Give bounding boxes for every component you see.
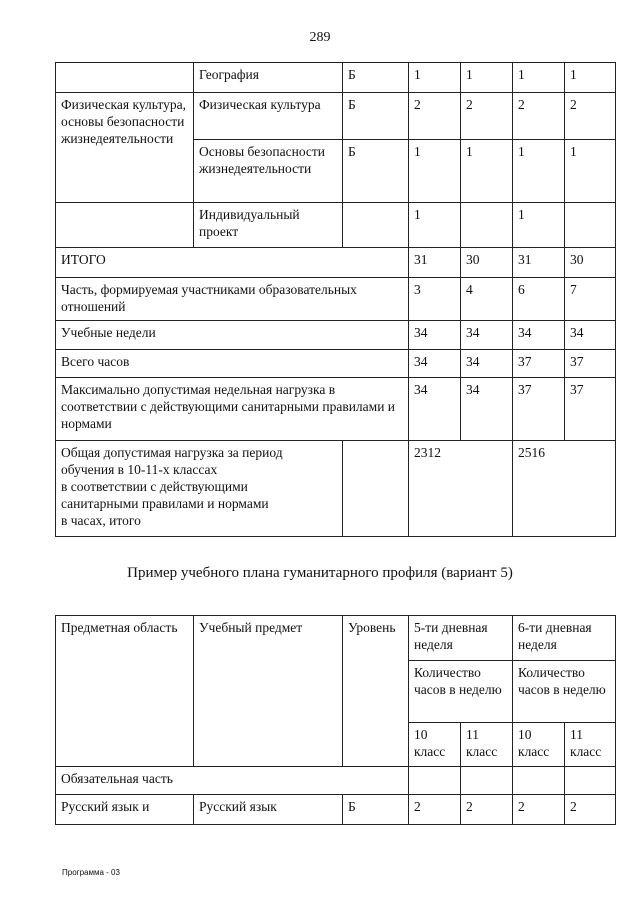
value-cell: 2	[513, 795, 565, 825]
value-cell: 2	[565, 795, 616, 825]
subject-cell: Физическая культура	[194, 93, 343, 140]
value-cell: 31	[409, 248, 461, 278]
value-cell	[409, 767, 461, 795]
value-cell: 2	[461, 795, 513, 825]
value-cell: 34	[513, 321, 565, 350]
curriculum-table-top	[55, 62, 616, 537]
table-row	[56, 350, 616, 378]
value-cell: 34	[565, 321, 616, 350]
table-row	[56, 378, 616, 441]
area-cell	[56, 203, 194, 248]
value-cell: 37	[513, 378, 565, 441]
value-cell	[461, 203, 513, 248]
table-row	[56, 321, 616, 350]
level-cell	[343, 203, 409, 248]
value-cell: 37	[513, 350, 565, 378]
level-cell: Б	[343, 140, 409, 203]
period-load-label	[56, 441, 343, 537]
level-cell: Б	[343, 795, 409, 825]
header-hours-per-week: Количество часов в неделю	[513, 661, 616, 723]
value-cell	[513, 767, 565, 795]
weeks-label: Учебные недели	[56, 321, 409, 350]
period-load-line: в соответствии с действующими	[61, 479, 248, 494]
level-cell: Б	[343, 93, 409, 140]
header-grade-11: 11 класс	[461, 723, 513, 767]
value-cell	[461, 767, 513, 795]
value-cell: 1	[513, 203, 565, 248]
table-row	[56, 278, 616, 321]
hours-label: Всего часов	[56, 350, 409, 378]
table-row	[56, 248, 616, 278]
total-label: ИТОГО	[56, 248, 409, 278]
value-cell: 1	[409, 140, 461, 203]
value-cell: 34	[461, 378, 513, 441]
area-cell: Физическая культура, основы безопасности жизнедеятельности	[56, 93, 194, 203]
value-cell: 2	[409, 93, 461, 140]
header-level: Уровень	[343, 616, 409, 767]
header-six-day: 6-ти дневная неделя	[513, 616, 616, 661]
value-cell: 1	[513, 140, 565, 203]
value-cell: 1	[409, 63, 461, 93]
value-cell: 1	[461, 63, 513, 93]
value-cell: 1	[513, 63, 565, 93]
value-cell: 34	[409, 321, 461, 350]
value-cell: 4	[461, 278, 513, 321]
participants-label: Часть, формируемая участниками образовательных отношений	[56, 278, 409, 321]
table-row	[56, 616, 616, 661]
header-hours-per-week: Количество часов в неделю	[409, 661, 513, 723]
value-cell	[565, 767, 616, 795]
value-cell: 1	[409, 203, 461, 248]
section-title: Пример учебного плана гуманитарного профиля (вариант 5)	[127, 565, 513, 581]
header-grade-11: 11 класс	[565, 723, 616, 767]
page-number: 289	[309, 30, 331, 45]
value-cell: 3	[409, 278, 461, 321]
value-cell: 30	[461, 248, 513, 278]
value-cell	[565, 203, 616, 248]
value-cell: 2	[565, 93, 616, 140]
value-cell: 7	[565, 278, 616, 321]
header-grade-10: 10 класс	[513, 723, 565, 767]
subject-cell: Индивидуальный проект	[194, 203, 343, 248]
subject-cell: Основы безопасности жизнедеятельности	[194, 140, 343, 203]
value-cell: 34	[461, 350, 513, 378]
footer-note: Программа - 03	[62, 868, 120, 877]
value-cell: 37	[565, 350, 616, 378]
subject-cell: Русский язык	[194, 795, 343, 825]
value-cell: 2	[409, 795, 461, 825]
value-cell: 1	[565, 63, 616, 93]
curriculum-table-bottom	[55, 615, 616, 825]
area-cell: Русский язык и	[56, 795, 194, 825]
table-row	[56, 767, 616, 795]
value-cell: 34	[461, 321, 513, 350]
max-load-label: Максимально допустимая недельная нагрузка в соответствии с действующими санитарными правилами и нормами	[56, 378, 409, 441]
level-cell	[343, 441, 409, 537]
value-cell: 31	[513, 248, 565, 278]
subject-cell: География	[194, 63, 343, 93]
value-cell: 2312	[409, 441, 513, 537]
table-row	[56, 795, 616, 825]
period-load-line: Общая допустимая нагрузка за период	[61, 445, 283, 460]
table-row	[56, 441, 616, 537]
header-five-day: 5-ти дневная неделя	[409, 616, 513, 661]
mandatory-part-label: Обязательная часть	[56, 767, 409, 795]
period-load-line: санитарными правилами и нормами	[61, 496, 269, 511]
header-subject: Учебный предмет	[194, 616, 343, 767]
value-cell: 2516	[513, 441, 616, 537]
level-cell: Б	[343, 63, 409, 93]
period-load-line: в часах, итого	[61, 513, 141, 528]
value-cell: 2	[461, 93, 513, 140]
value-cell: 34	[409, 350, 461, 378]
value-cell: 1	[565, 140, 616, 203]
table-row	[56, 93, 616, 140]
header-area: Предметная область	[56, 616, 194, 767]
period-load-line: обучения в 10-11-х классах	[61, 462, 218, 477]
table-row	[56, 203, 616, 248]
value-cell: 37	[565, 378, 616, 441]
area-cell	[56, 63, 194, 93]
value-cell: 2	[513, 93, 565, 140]
table-row	[56, 63, 616, 93]
header-grade-10: 10 класс	[409, 723, 461, 767]
value-cell: 30	[565, 248, 616, 278]
value-cell: 1	[461, 140, 513, 203]
value-cell: 34	[409, 378, 461, 441]
value-cell: 6	[513, 278, 565, 321]
